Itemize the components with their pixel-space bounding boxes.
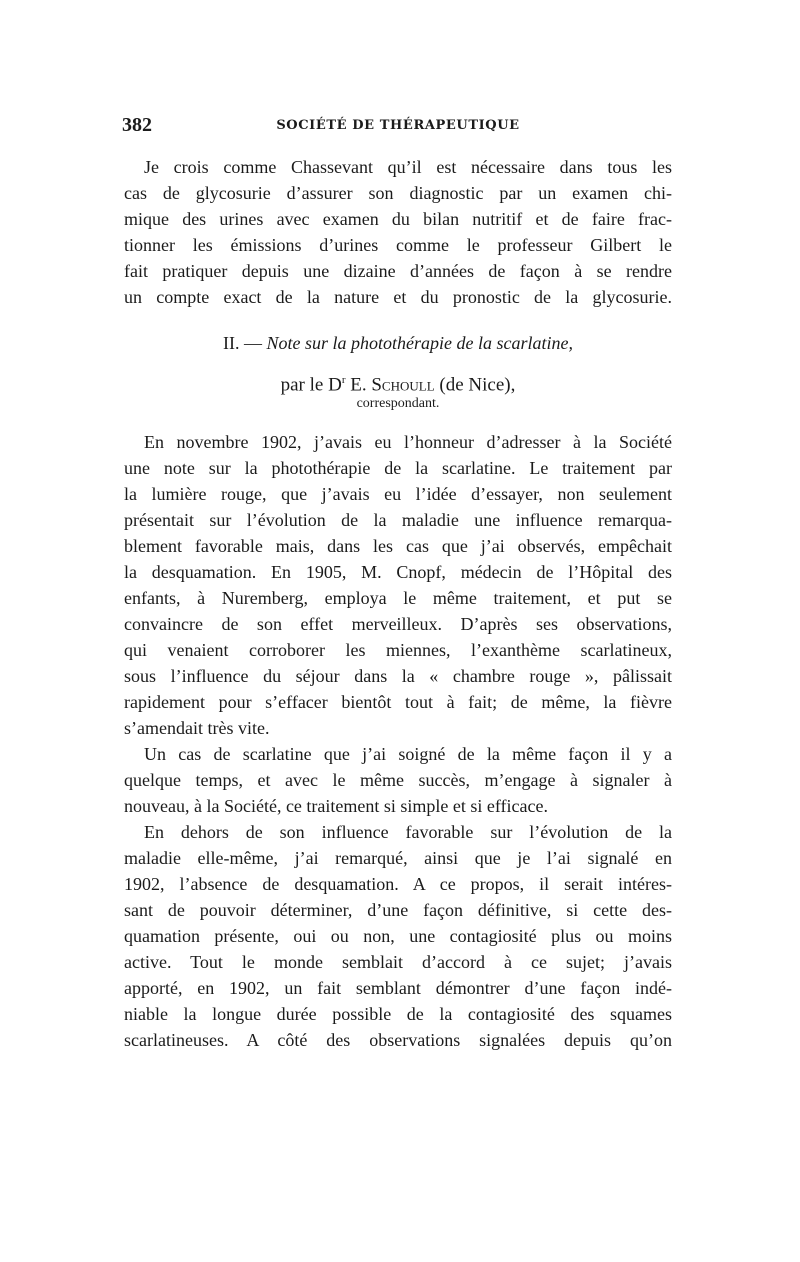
text-line: qui venaient corroborer les miennes, l’exanthème scarlatineux, (124, 640, 672, 660)
author-role: correspondant. (356, 396, 440, 411)
text-line: scarlatineuses. A côté des observations signalées depuis qu’on (124, 1030, 672, 1050)
intro-paragraph (124, 154, 672, 310)
text-line: un compte exact de la nature et du pronostic de la glycosurie. (124, 287, 672, 307)
text-line: Je crois comme Chassevant qu’il est nécessaire dans tous les (144, 157, 672, 177)
text-line: sant de pouvoir déterminer, d’une façon définitive, si cette des- (124, 900, 672, 920)
article-body (124, 429, 672, 1053)
byline-sup: r (341, 374, 346, 386)
text-line: apporté, en 1902, un fait semblant démontrer d’une façon indé- (124, 978, 672, 998)
author-location: (de Nice), (434, 374, 516, 396)
text-line: une note sur la photothérapie de la scarlatine. Le traitement par (124, 458, 672, 478)
section-heading (124, 330, 672, 356)
text-line: En novembre 1902, j’avais eu l’honneur d’adresser à la Société (144, 432, 672, 452)
text-line: quelque temps, et avec le même succès, m’engage à signaler à (124, 770, 672, 790)
section-number: II. — (223, 333, 267, 353)
text-line: convaincre de son effet merveilleux. D’après ses observations, (124, 614, 672, 634)
text-line: 1902, l’absence de desquamation. A ce propos, il serait intéres- (124, 874, 672, 894)
text-line: sous l’influence du séjour dans la « chambre rouge », pâlissait (124, 666, 672, 686)
running-title: SOCIÉTÉ DE THÉRAPEUTIQUE (276, 118, 520, 133)
text-line: la lumière rouge, que j’avais eu l’idée d’essayer, non seulement (124, 484, 672, 504)
text-line: s’amendait très vite. (124, 718, 270, 738)
byline-prefix: par le D (280, 374, 342, 396)
text-line: rapidement pour s’effacer bientôt tout à fait; de même, la fièvre (124, 692, 672, 712)
text-line: maladie elle-même, j’ai remarqué, ainsi que je l’ai signalé en (124, 848, 672, 868)
text-line: nouveau, à la Société, ce traitement si simple et si efficace. (124, 796, 548, 816)
text-line: blement favorable mais, dans les cas que j’ai observés, empêchait (124, 536, 672, 556)
author-byline (124, 366, 672, 394)
author-name: E. Schoull (345, 374, 435, 396)
section-title: Note sur la photothérapie de la scarlatine, (266, 333, 573, 353)
text-line: cas de glycosurie d’assurer son diagnostic par un examen chi- (124, 183, 672, 203)
text-line: Un cas de scarlatine que j’ai soigné de la même façon il y a (144, 744, 672, 764)
text-line: présentait sur l’évolution de la maladie une influence remarqua- (124, 510, 672, 530)
text-line: active. Tout le monde semblait d’accord à ce sujet; j’avais (124, 952, 672, 972)
page-header (122, 114, 674, 142)
text-line: fait pratiquer depuis une dizaine d’années de façon à se rendre (124, 261, 672, 281)
text-line: la desquamation. En 1905, M. Cnopf, médecin de l’Hôpital des (124, 562, 672, 582)
text-line: quamation présente, oui ou non, une contagiosité plus ou moins (124, 926, 672, 946)
text-line: niable la longue durée possible de la contagiosité des squames (124, 1004, 672, 1024)
text-line: mique des urines avec examen du bilan nutritif et de faire frac- (124, 209, 672, 229)
page-number: 382 (122, 114, 152, 136)
text-line: tionner les émissions d’urines comme le professeur Gilbert le (124, 235, 672, 255)
text-line: enfants, à Nuremberg, employa le même traitement, et put se (124, 588, 672, 608)
text-line: En dehors de son influence favorable sur l’évolution de la (144, 822, 672, 842)
